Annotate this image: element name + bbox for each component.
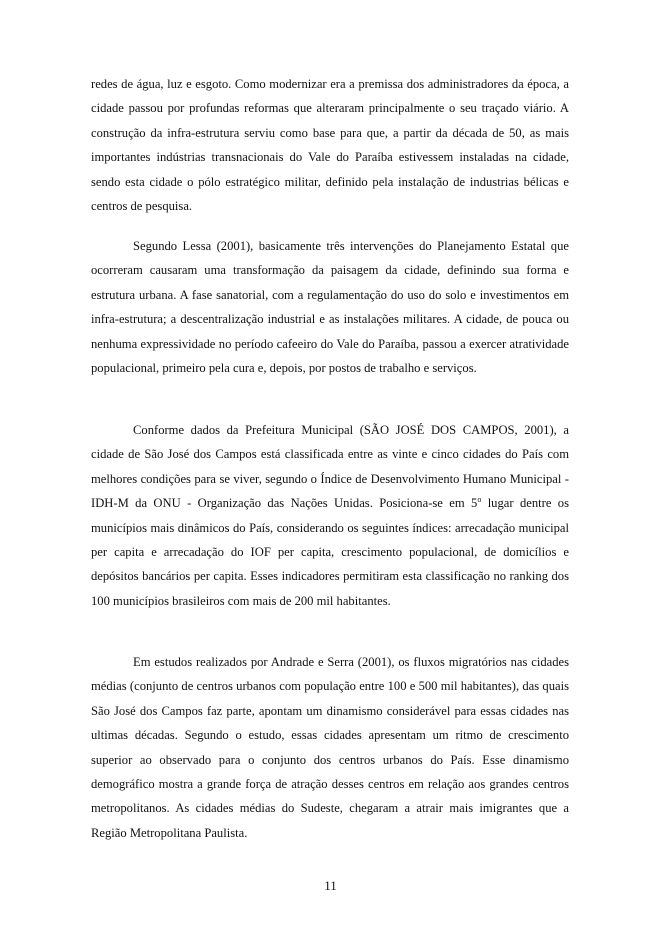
paragraph-1: redes de água, luz e esgoto. Como modernizar era a premissa dos administradores da época, a cidade passou por profundas reformas que alteraram principalmente o seu traçado viário. A construção da infra-estrutura serviu como base para que, a partir da década de 50, as mais importantes indústrias transnacionais do Vale do Paraíba estivessem instaladas na cidade, sendo esta cidade o pólo estratégico militar, definido pela instalação de industrias bélicas e centros de pesquisa. [91,77,569,214]
ordinal-superscript: o [477,495,482,505]
paragraph-3-continuation: lugar dentre os municípios mais dinâmicos do País, considerando os seguintes índices: arrecadação municipal per capita e arrecadação do IOF per capita, crescimento populacional, de domicílios e depósitos bancários per capita. Esses indicadores permitiram esta classificação no ranking dos 100 municípios brasileiros com mais de 200 mil habitantes. [91,496,569,608]
page-number: 11 [324,878,337,893]
paragraph-3 [91,418,569,613]
paragraph-3-text: Conforme dados da Prefeitura Municipal (SÃO JOSÉ DOS CAMPOS, 2001), a cidade de São José dos Campos está classificada entre as vinte e cinco cidades do País com melhores condições para se viver, segundo o Índice de Desenvolvimento Humano Municipal - IDH-M da ONU - Organização das Nações Unidas. Posiciona-se em 5 [91,423,569,511]
paragraph-4: Em estudos realizados por Andrade e Serra (2001), os fluxos migratórios nas cidades médias (conjunto de centros urbanos com população entre 100 e 500 mil habitantes), das quais São José dos Campos faz parte, apontam um dinamismo considerável para essas cidades nas ultimas décadas. Segundo o estudo, essas cidades apresentam um ritmo de crescimento superior ao observado para o conjunto dos centros urbanos do País. Esse dinamismo demográfico mostra a grande força de atração desses centros em relação aos grandes centros metropolitanos. As cidades médias do Sudeste, chegaram a atrair mais imigrantes que a Região Metropolitana Paulista. [91,655,569,840]
paragraph-2: Segundo Lessa (2001), basicamente três intervenções do Planejamento Estatal que ocorreram causaram uma transformação da paisagem da cidade, definindo sua forma e estrutura urbana. A fase sanatorial, com a regulamentação do uso do solo e investimentos em infra-estrutura; a descentralização industrial e as instalações militares. A cidade, de pouca ou nenhuma expressividade no período cafeeiro do Vale do Paraíba, passou a exercer atratividade populacional, primeiro pela cura e, depois, por postos de trabalho e serviços. [91,239,569,376]
